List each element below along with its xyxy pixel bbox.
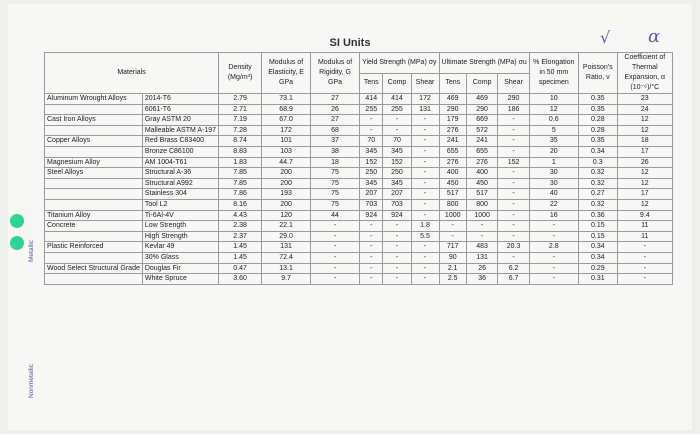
cell-us: -: [498, 199, 529, 210]
cell-yc: -: [383, 231, 411, 242]
cell-E: 103: [262, 146, 311, 157]
cell-ut: 717: [439, 242, 466, 253]
header-ultimate-strength: Ultimate Strength (MPa) σu: [439, 53, 529, 74]
cell-density: 2.79: [219, 94, 262, 105]
cell-E: 193: [262, 189, 311, 200]
cell-ys: -: [411, 157, 439, 168]
cell-group: [45, 189, 143, 200]
cell-group: Magnesium Alloy: [45, 157, 143, 168]
cell-us: -: [498, 210, 529, 221]
cell-E: 44.7: [262, 157, 311, 168]
cell-nu: 0.32: [578, 199, 617, 210]
cell-ut: -: [439, 231, 466, 242]
cell-yt: 207: [360, 189, 383, 200]
check-mark-annotation: √: [600, 28, 611, 47]
cell-elong: 2.8: [529, 242, 578, 253]
header-ultimate-tens: Tens: [439, 73, 466, 94]
cell-density: 8.74: [219, 136, 262, 147]
cell-elong: 40: [529, 189, 578, 200]
cell-yc: 70: [383, 136, 411, 147]
cell-ut: 179: [439, 115, 466, 126]
cell-yt: 703: [360, 199, 383, 210]
cell-group: Titanium Alloy: [45, 210, 143, 221]
cell-yc: 703: [383, 199, 411, 210]
cell-elong: -: [529, 263, 578, 274]
cell-yt: -: [360, 242, 383, 253]
table-row: [45, 242, 673, 253]
cell-us: -: [498, 178, 529, 189]
cell-E: 13.1: [262, 263, 311, 274]
cell-elong: 1: [529, 157, 578, 168]
green-marker-dot: [10, 236, 24, 250]
cell-density: 2.38: [219, 221, 262, 232]
cell-density: 7.86: [219, 189, 262, 200]
table-row: [45, 168, 673, 179]
cell-ut: 290: [439, 104, 466, 115]
cell-G: 27: [311, 94, 360, 105]
cell-yt: 345: [360, 146, 383, 157]
cell-uc: 450: [466, 178, 497, 189]
cell-yc: 345: [383, 146, 411, 157]
cell-nu: 0.35: [578, 94, 617, 105]
cell-uc: -: [466, 231, 497, 242]
cell-material: Structural A992: [142, 178, 218, 189]
cell-material: Low Strength: [142, 221, 218, 232]
cell-group: [45, 146, 143, 157]
cell-nu: 0.31: [578, 274, 617, 285]
cell-ys: -: [411, 136, 439, 147]
header-yield-shear: Shear: [411, 73, 439, 94]
cell-uc: 26: [466, 263, 497, 274]
table-row: [45, 263, 673, 274]
cell-ut: 450: [439, 178, 466, 189]
header-materials: Materials: [45, 53, 219, 94]
cell-yt: -: [360, 125, 383, 136]
cell-ut: 2.1: [439, 263, 466, 274]
cell-material: White Spruce: [142, 274, 218, 285]
header-thermal-expansion: Coefficient of Thermal Expansion, α (10⁻⁶)/°C: [617, 53, 672, 94]
cell-elong: -: [529, 274, 578, 285]
cell-ys: -: [411, 125, 439, 136]
cell-ys: -: [411, 189, 439, 200]
cell-yt: -: [360, 221, 383, 232]
cell-material: Stainless 304: [142, 189, 218, 200]
cell-E: 9.7: [262, 274, 311, 285]
cell-elong: 20: [529, 146, 578, 157]
cell-material: Tool L2: [142, 199, 218, 210]
table-row: [45, 146, 673, 157]
cell-nu: 0.15: [578, 231, 617, 242]
cell-us: -: [498, 231, 529, 242]
cell-ys: -: [411, 146, 439, 157]
cell-nu: 0.28: [578, 125, 617, 136]
cell-ut: 655: [439, 146, 466, 157]
cell-ys: -: [411, 178, 439, 189]
cell-yc: -: [383, 274, 411, 285]
cell-alpha: 11: [617, 231, 672, 242]
cell-ys: -: [411, 168, 439, 179]
cell-material: Bronze C86100: [142, 146, 218, 157]
cell-G: 75: [311, 168, 360, 179]
cell-us: -: [498, 168, 529, 179]
header-yield-strength: Yield Strength (MPa) σy: [360, 53, 439, 74]
cell-uc: 131: [466, 252, 497, 263]
cell-nu: 0.3: [578, 157, 617, 168]
cell-yt: -: [360, 263, 383, 274]
cell-nu: 0.15: [578, 221, 617, 232]
cell-elong: -: [529, 231, 578, 242]
side-label-nonmetallic: Nonmetallic: [28, 364, 35, 398]
cell-density: 7.19: [219, 115, 262, 126]
cell-alpha: 9.4: [617, 210, 672, 221]
cell-us: -: [498, 189, 529, 200]
cell-yc: 255: [383, 104, 411, 115]
cell-density: 2.71: [219, 104, 262, 115]
cell-alpha: 12: [617, 199, 672, 210]
cell-yt: -: [360, 252, 383, 263]
cell-ut: 241: [439, 136, 466, 147]
cell-group: [45, 231, 143, 242]
cell-ys: -: [411, 274, 439, 285]
cell-material: High Strength: [142, 231, 218, 242]
cell-us: -: [498, 115, 529, 126]
cell-alpha: 18: [617, 136, 672, 147]
cell-ys: 1.8: [411, 221, 439, 232]
cell-material: Gray ASTM 20: [142, 115, 218, 126]
cell-density: 1.45: [219, 252, 262, 263]
table-row: [45, 231, 673, 242]
cell-uc: 517: [466, 189, 497, 200]
cell-material: Ti-6Al-4V: [142, 210, 218, 221]
table-row: [45, 210, 673, 221]
cell-uc: 655: [466, 146, 497, 157]
cell-elong: 30: [529, 168, 578, 179]
cell-nu: 0.32: [578, 168, 617, 179]
table-row: [45, 136, 673, 147]
cell-G: 26: [311, 104, 360, 115]
cell-yt: -: [360, 115, 383, 126]
cell-ut: 400: [439, 168, 466, 179]
header-ultimate-comp: Comp: [466, 73, 497, 94]
cell-G: -: [311, 252, 360, 263]
cell-elong: 22: [529, 199, 578, 210]
cell-ut: 90: [439, 252, 466, 263]
cell-us: -: [498, 252, 529, 263]
cell-nu: 0.36: [578, 210, 617, 221]
cell-G: 68: [311, 125, 360, 136]
page-title: SI Units: [329, 37, 371, 49]
cell-alpha: -: [617, 263, 672, 274]
header-elasticity: Modulus of Elasticity, E GPa: [262, 53, 311, 94]
cell-uc: 469: [466, 94, 497, 105]
cell-uc: 483: [466, 242, 497, 253]
cell-nu: 0.34: [578, 252, 617, 263]
cell-uc: 36: [466, 274, 497, 285]
cell-us: -: [498, 125, 529, 136]
header-yield-comp: Comp: [383, 73, 411, 94]
table-row: [45, 252, 673, 263]
cell-material: 2014-T6: [142, 94, 218, 105]
cell-yt: -: [360, 231, 383, 242]
cell-yc: 250: [383, 168, 411, 179]
cell-G: 37: [311, 136, 360, 147]
cell-yc: 207: [383, 189, 411, 200]
cell-alpha: 23: [617, 94, 672, 105]
cell-material: 30% Glass: [142, 252, 218, 263]
cell-yc: -: [383, 221, 411, 232]
cell-elong: 16: [529, 210, 578, 221]
cell-elong: -: [529, 252, 578, 263]
cell-group: Copper Alloys: [45, 136, 143, 147]
side-label-metallic: Metallic: [28, 239, 35, 262]
cell-group: [45, 199, 143, 210]
cell-ut: 800: [439, 199, 466, 210]
cell-us: 290: [498, 94, 529, 105]
table-row: [45, 157, 673, 168]
cell-alpha: 11: [617, 221, 672, 232]
cell-material: AM 1004-T61: [142, 157, 218, 168]
cell-ys: 172: [411, 94, 439, 105]
cell-uc: 276: [466, 157, 497, 168]
cell-yc: 414: [383, 94, 411, 105]
cell-us: -: [498, 146, 529, 157]
cell-E: 67.0: [262, 115, 311, 126]
cell-ys: -: [411, 210, 439, 221]
cell-G: 38: [311, 146, 360, 157]
cell-ut: 2.5: [439, 274, 466, 285]
table-row: [45, 178, 673, 189]
cell-G: 75: [311, 199, 360, 210]
cell-E: 22.1: [262, 221, 311, 232]
cell-alpha: -: [617, 252, 672, 263]
cell-alpha: -: [617, 274, 672, 285]
cell-E: 172: [262, 125, 311, 136]
cell-uc: 572: [466, 125, 497, 136]
cell-uc: 290: [466, 104, 497, 115]
cell-E: 101: [262, 136, 311, 147]
cell-alpha: 12: [617, 178, 672, 189]
table-row: [45, 221, 673, 232]
cell-alpha: 26: [617, 157, 672, 168]
cell-E: 29.0: [262, 231, 311, 242]
cell-us: 6.7: [498, 274, 529, 285]
cell-material: Douglas Fir: [142, 263, 218, 274]
cell-ys: 5.5: [411, 231, 439, 242]
header-poisson: Poisson's Ratio, v: [578, 53, 617, 94]
cell-yc: 152: [383, 157, 411, 168]
cell-yc: -: [383, 252, 411, 263]
cell-density: 2.37: [219, 231, 262, 242]
cell-ys: 131: [411, 104, 439, 115]
cell-nu: 0.27: [578, 189, 617, 200]
cell-group: [45, 274, 143, 285]
cell-us: 20.3: [498, 242, 529, 253]
cell-G: -: [311, 263, 360, 274]
table-row: [45, 274, 673, 285]
cell-density: 8.83: [219, 146, 262, 157]
cell-group: Aluminum Wrought Alloys: [45, 94, 143, 105]
cell-ys: -: [411, 115, 439, 126]
header-rigidity: Modulus of Rigidity, G GPa: [311, 53, 360, 94]
cell-ut: 1000: [439, 210, 466, 221]
cell-nu: 0.32: [578, 178, 617, 189]
cell-material: Malleable ASTM A-197: [142, 125, 218, 136]
cell-nu: 0.29: [578, 263, 617, 274]
cell-uc: 669: [466, 115, 497, 126]
cell-uc: 400: [466, 168, 497, 179]
cell-alpha: -: [617, 242, 672, 253]
cell-E: 200: [262, 178, 311, 189]
cell-E: 200: [262, 199, 311, 210]
cell-material: 6061-T6: [142, 104, 218, 115]
cell-density: 8.16: [219, 199, 262, 210]
header-elongation: % Elongation in 50 mm specimen: [529, 53, 578, 94]
cell-yc: 924: [383, 210, 411, 221]
cell-uc: 800: [466, 199, 497, 210]
cell-elong: 35: [529, 136, 578, 147]
cell-group: [45, 178, 143, 189]
cell-E: 200: [262, 168, 311, 179]
cell-elong: 0.6: [529, 115, 578, 126]
cell-E: 73.1: [262, 94, 311, 105]
table-row: [45, 125, 673, 136]
cell-density: 7.85: [219, 178, 262, 189]
cell-yt: -: [360, 274, 383, 285]
cell-density: 3.60: [219, 274, 262, 285]
cell-G: 44: [311, 210, 360, 221]
cell-alpha: 17: [617, 146, 672, 157]
alpha-annotation: α: [648, 26, 661, 47]
cell-yc: 345: [383, 178, 411, 189]
cell-group: [45, 125, 143, 136]
cell-density: 7.85: [219, 168, 262, 179]
cell-density: 0.47: [219, 263, 262, 274]
table-row: [45, 189, 673, 200]
cell-elong: 10: [529, 94, 578, 105]
cell-G: -: [311, 221, 360, 232]
header-ultimate-shear: Shear: [498, 73, 529, 94]
cell-E: 72.4: [262, 252, 311, 263]
cell-G: -: [311, 231, 360, 242]
cell-yc: -: [383, 115, 411, 126]
table-row: [45, 104, 673, 115]
cell-yt: 70: [360, 136, 383, 147]
cell-group: Plastic Reinforced: [45, 242, 143, 253]
cell-E: 68.9: [262, 104, 311, 115]
cell-G: -: [311, 242, 360, 253]
cell-alpha: 12: [617, 115, 672, 126]
cell-density: 4.43: [219, 210, 262, 221]
cell-yt: 414: [360, 94, 383, 105]
cell-elong: 5: [529, 125, 578, 136]
cell-uc: 1000: [466, 210, 497, 221]
cell-E: 120: [262, 210, 311, 221]
cell-density: 7.28: [219, 125, 262, 136]
cell-elong: -: [529, 221, 578, 232]
cell-yt: 152: [360, 157, 383, 168]
cell-yc: -: [383, 263, 411, 274]
cell-us: 152: [498, 157, 529, 168]
cell-us: 6.2: [498, 263, 529, 274]
table-row: [45, 115, 673, 126]
cell-elong: 12: [529, 104, 578, 115]
cell-G: 18: [311, 157, 360, 168]
cell-group: [45, 104, 143, 115]
cell-G: -: [311, 274, 360, 285]
cell-yt: 250: [360, 168, 383, 179]
cell-yt: 255: [360, 104, 383, 115]
cell-alpha: 24: [617, 104, 672, 115]
cell-ut: 276: [439, 125, 466, 136]
cell-nu: 0.34: [578, 242, 617, 253]
cell-material: Red Brass C83400: [142, 136, 218, 147]
cell-ut: 276: [439, 157, 466, 168]
cell-G: 75: [311, 189, 360, 200]
cell-group: Concrete: [45, 221, 143, 232]
cell-us: -: [498, 136, 529, 147]
cell-yc: -: [383, 242, 411, 253]
cell-us: 186: [498, 104, 529, 115]
cell-group: Wood Select Structural Grade: [45, 263, 143, 274]
cell-density: 1.83: [219, 157, 262, 168]
cell-alpha: 17: [617, 189, 672, 200]
cell-E: 131: [262, 242, 311, 253]
table-row: [45, 199, 673, 210]
materials-properties-table: [44, 52, 673, 285]
header-density: Density (Mg/m³): [219, 53, 262, 94]
cell-alpha: 12: [617, 125, 672, 136]
cell-material: Kevlar 49: [142, 242, 218, 253]
cell-elong: 30: [529, 178, 578, 189]
cell-density: 1.45: [219, 242, 262, 253]
cell-yt: 345: [360, 178, 383, 189]
cell-nu: 0.28: [578, 115, 617, 126]
cell-ys: -: [411, 199, 439, 210]
cell-ut: -: [439, 221, 466, 232]
cell-ys: -: [411, 252, 439, 263]
header-yield-tens: Tens: [360, 73, 383, 94]
cell-ys: -: [411, 242, 439, 253]
cell-alpha: 12: [617, 168, 672, 179]
cell-yt: 924: [360, 210, 383, 221]
cell-uc: 241: [466, 136, 497, 147]
cell-G: 27: [311, 115, 360, 126]
cell-nu: 0.35: [578, 104, 617, 115]
cell-ut: 469: [439, 94, 466, 105]
cell-group: [45, 252, 143, 263]
cell-ys: -: [411, 263, 439, 274]
cell-nu: 0.34: [578, 146, 617, 157]
cell-yc: -: [383, 125, 411, 136]
cell-ut: 517: [439, 189, 466, 200]
cell-group: Cast Iron Alloys: [45, 115, 143, 126]
table-row: [45, 94, 673, 105]
cell-material: Structural A-36: [142, 168, 218, 179]
green-marker-dot: [10, 214, 24, 228]
cell-nu: 0.35: [578, 136, 617, 147]
cell-us: -: [498, 221, 529, 232]
cell-group: Steel Alloys: [45, 168, 143, 179]
cell-G: 75: [311, 178, 360, 189]
cell-uc: -: [466, 221, 497, 232]
